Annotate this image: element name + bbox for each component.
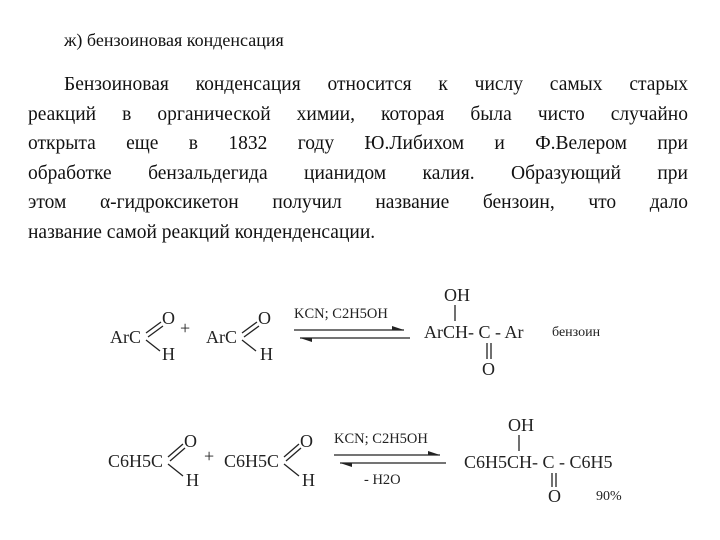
r1-hydrogen: H [186, 470, 199, 490]
r2-formula: C6H5C [224, 451, 280, 471]
product-oh: OH [508, 415, 534, 435]
paragraph-line: название самой реакций конденденсации. [28, 221, 376, 243]
conditions-label: KCN; C2H5OH [334, 431, 428, 447]
product-name: бензоин [552, 325, 601, 340]
r2-arc-label: ArC [206, 327, 237, 347]
yield-label: 90% [596, 489, 622, 504]
r2-oxygen: O [258, 308, 271, 328]
r2-oxygen: O [300, 431, 313, 451]
r1-oxygen: O [162, 308, 175, 328]
product-formula: C6H5CH- C - C6H5 [464, 452, 613, 472]
r1-oxygen: O [184, 431, 197, 451]
paragraph-line: реакций в органической химии, которая была чисто случайно [28, 103, 688, 125]
r1-arc-label: ArC [110, 327, 141, 347]
paragraph-line: Бензоиновая конденсация относится к числу самых старых [64, 74, 688, 95]
conditions-label: KCN; C2H5OH [294, 306, 388, 322]
below-arrow-label: - H2O [364, 472, 401, 488]
reaction-2 [108, 415, 622, 506]
r1-hydrogen: H [162, 344, 175, 364]
r2-hydrogen: H [260, 344, 273, 364]
plus-sign: + [180, 318, 191, 338]
product-oxygen: O [548, 486, 561, 506]
reaction-1 [110, 285, 601, 379]
product-oh: OH [444, 285, 470, 305]
paragraph-line: обработке бензальдегида цианидом калия. Образующий при [28, 162, 688, 184]
section-heading: ж) бензоиновая конденсация [64, 30, 284, 50]
plus-sign: + [204, 446, 215, 466]
product-oxygen: O [482, 359, 495, 379]
paragraph-line: открыта еще в 1832 году Ю.Либихом и Ф.Велером при [28, 133, 688, 154]
product-formula: ArCH- C - Ar [424, 322, 524, 342]
r2-hydrogen: H [302, 470, 315, 490]
r1-formula: C6H5C [108, 451, 164, 471]
paragraph-line: этом α-гидроксикетон получил название бензоин, что дало [28, 192, 688, 213]
